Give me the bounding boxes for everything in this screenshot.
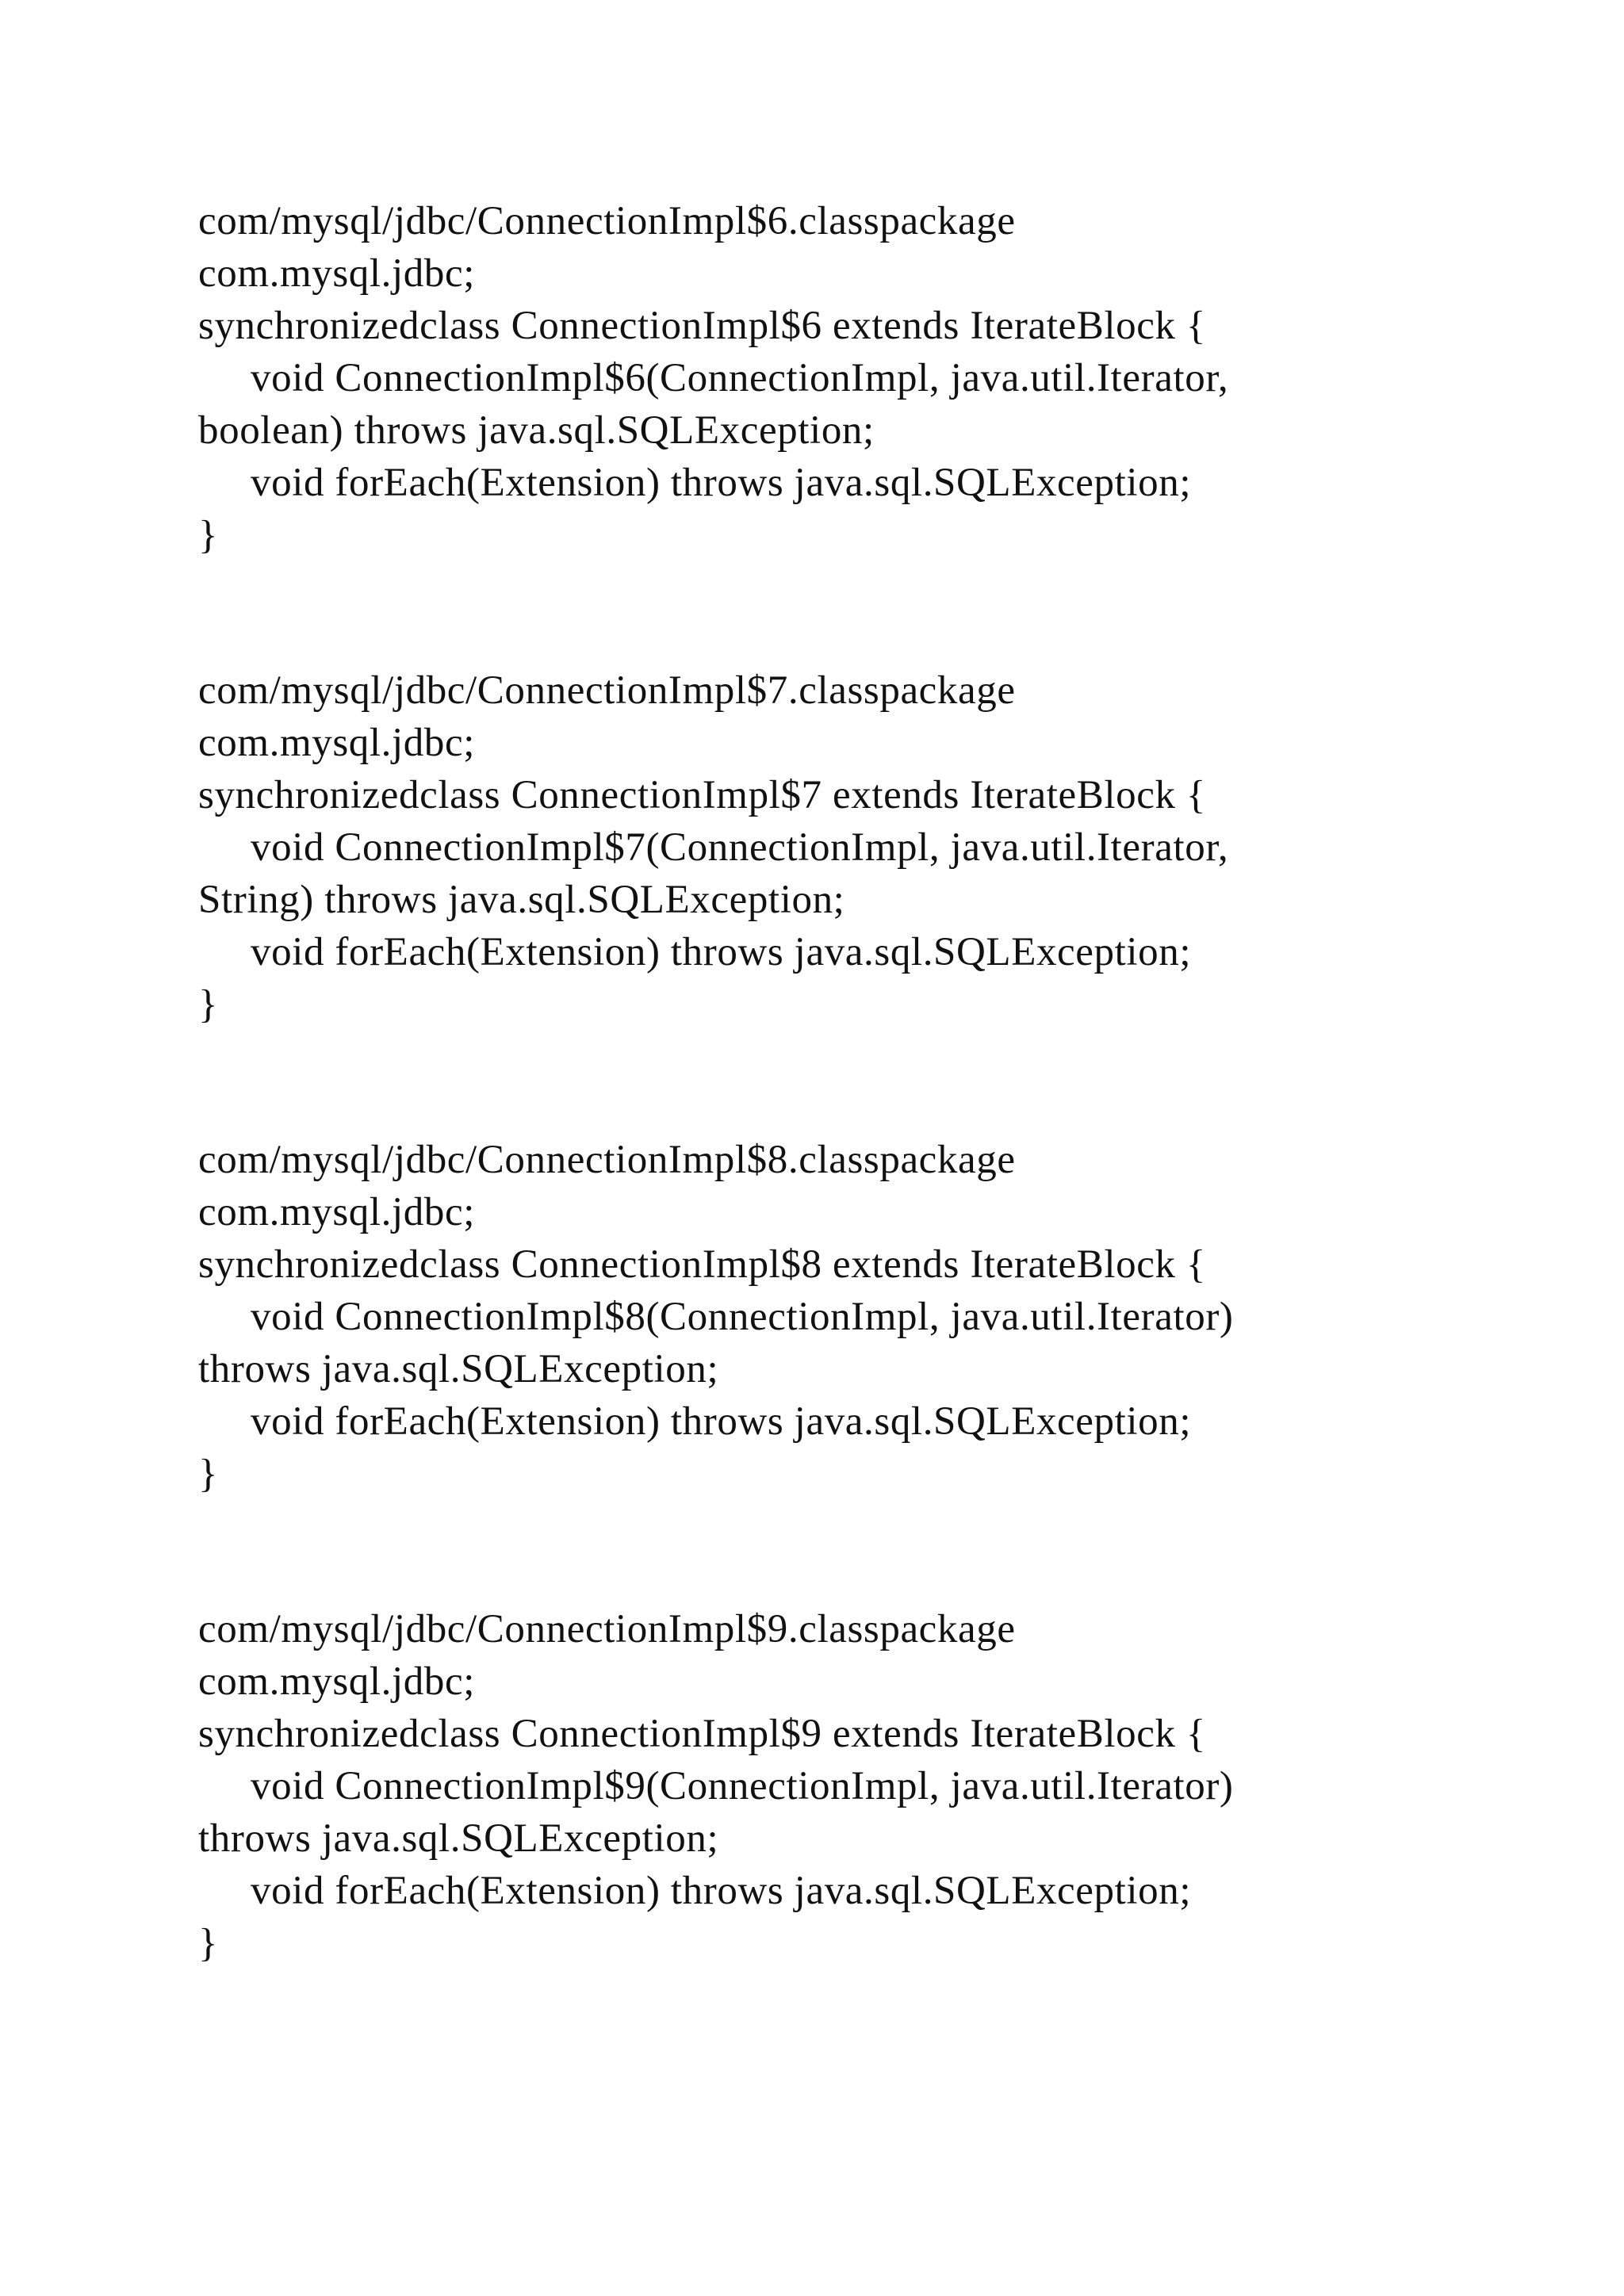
class-file-path: com/mysql/jdbc/ConnectionImpl$9.classpackage: [198, 1607, 1016, 1651]
method-signature: void forEach(Extension) throws java.sql.SQLException;: [251, 930, 1192, 974]
class-file-path: com/mysql/jdbc/ConnectionImpl$7.classpackage: [198, 668, 1016, 713]
constructor-signature: void ConnectionImpl$6(ConnectionImpl, java.util.Iterator,: [251, 356, 1229, 400]
closing-brace: }: [198, 982, 219, 1027]
constructor-signature-continued: throws java.sql.SQLException;: [198, 1816, 719, 1861]
class-signature: synchronizedclass ConnectionImpl$7 extends IterateBlock {: [198, 773, 1206, 817]
class-signature: synchronizedclass ConnectionImpl$9 extends IterateBlock {: [198, 1712, 1206, 1756]
method-signature: void forEach(Extension) throws java.sql.SQLException;: [251, 461, 1192, 505]
constructor-signature: void ConnectionImpl$9(ConnectionImpl, java.util.Iterator): [251, 1764, 1234, 1808]
constructor-signature-continued: boolean) throws java.sql.SQLException;: [198, 408, 875, 453]
method-signature: void forEach(Extension) throws java.sql.SQLException;: [251, 1399, 1192, 1444]
package-name: com.mysql.jdbc;: [198, 1190, 475, 1234]
class-declaration-block: [198, 1603, 1546, 1969]
class-file-path: com/mysql/jdbc/ConnectionImpl$6.classpackage: [198, 199, 1016, 243]
closing-brace: }: [198, 513, 219, 557]
class-signature: synchronizedclass ConnectionImpl$8 extends IterateBlock {: [198, 1242, 1206, 1287]
closing-brace: }: [198, 1921, 219, 1965]
constructor-signature-continued: throws java.sql.SQLException;: [198, 1347, 719, 1391]
method-signature: void forEach(Extension) throws java.sql.SQLException;: [251, 1869, 1192, 1913]
class-file-path: com/mysql/jdbc/ConnectionImpl$8.classpackage: [198, 1138, 1016, 1182]
class-declaration-block: [198, 195, 1546, 561]
class-declaration-block: [198, 664, 1546, 1031]
constructor-signature: void ConnectionImpl$8(ConnectionImpl, java.util.Iterator): [251, 1295, 1234, 1339]
package-name: com.mysql.jdbc;: [198, 1659, 475, 1704]
constructor-signature-continued: String) throws java.sql.SQLException;: [198, 878, 845, 922]
class-declaration-block: [198, 1134, 1546, 1500]
package-name: com.mysql.jdbc;: [198, 251, 475, 296]
closing-brace: }: [198, 1452, 219, 1496]
package-name: com.mysql.jdbc;: [198, 721, 475, 765]
class-signature: synchronizedclass ConnectionImpl$6 extends IterateBlock {: [198, 304, 1206, 348]
constructor-signature: void ConnectionImpl$7(ConnectionImpl, java.util.Iterator,: [251, 825, 1229, 870]
